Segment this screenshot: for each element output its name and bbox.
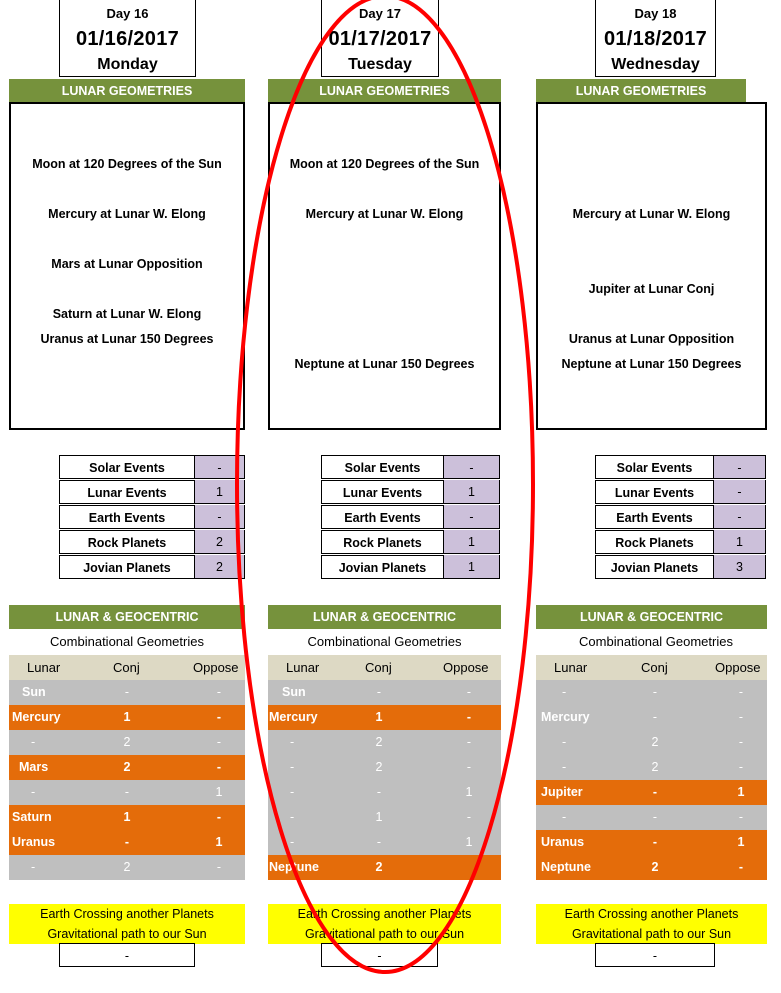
date-header-box — [321, 0, 439, 77]
table-row — [536, 680, 767, 705]
oppose-column-header: Oppose — [193, 660, 239, 675]
earth-crossing-banner — [268, 904, 501, 944]
conj-count: 2 — [375, 735, 383, 749]
crossing-value: - — [321, 943, 438, 967]
oppose-count: 1 — [737, 835, 745, 849]
conj-count: - — [376, 785, 382, 799]
conj-count: 2 — [651, 760, 659, 774]
conj-column-header: Conj — [641, 660, 668, 675]
event-name: Lunar Events — [321, 480, 443, 504]
table-row — [536, 855, 767, 880]
planet-name: - — [31, 860, 36, 874]
weekday-name: Monday — [97, 56, 158, 73]
event-row — [59, 480, 245, 505]
oppose-count: - — [466, 710, 472, 724]
oppose-count: - — [216, 760, 222, 774]
crossing-line-2: Gravitational path to our Sun — [304, 927, 465, 941]
planet-name: - — [562, 685, 567, 699]
oppose-count: - — [216, 685, 222, 699]
conj-count: - — [376, 835, 382, 849]
geometry-item — [538, 181, 765, 197]
event-name: Rock Planets — [595, 530, 713, 554]
event-count: 1 — [443, 530, 500, 554]
event-count: 2 — [194, 555, 245, 579]
weekday-name: Tuesday — [348, 56, 412, 73]
conj-count: 1 — [123, 710, 131, 724]
planet-name: - — [290, 735, 295, 749]
oppose-count: - — [738, 810, 744, 824]
oppose-count: - — [216, 735, 222, 749]
conj-column-header: Conj — [113, 660, 140, 675]
event-row — [59, 455, 245, 480]
planet-name: Mars — [19, 760, 49, 774]
planet-name: Mercury — [12, 710, 61, 724]
event-count: - — [443, 505, 500, 529]
table-header-row — [536, 655, 767, 680]
event-row — [321, 455, 500, 480]
conj-count: 2 — [651, 735, 659, 749]
conj-count: - — [652, 835, 658, 849]
geometry-item — [270, 231, 499, 247]
table-row — [268, 680, 501, 705]
lunar-geometries-header: LUNAR GEOMETRIES — [9, 79, 245, 103]
geometry-item — [270, 281, 499, 297]
planet-name: - — [562, 760, 567, 774]
event-row — [59, 505, 245, 530]
lunar-geocentric-header: LUNAR & GEOCENTRIC — [9, 605, 245, 629]
lunar-geometries-list — [9, 102, 245, 430]
geometry-item: Jupiter at Lunar Conj — [588, 282, 715, 296]
conj-count: 2 — [375, 760, 383, 774]
table-row — [268, 830, 501, 855]
planet-name: - — [31, 785, 36, 799]
geometry-item: Moon at 120 Degrees of the Sun — [289, 157, 480, 171]
table-row — [9, 755, 245, 780]
lunar-geometries-list — [536, 102, 767, 430]
planet-name: Sun — [22, 685, 46, 699]
event-count: - — [194, 455, 245, 479]
planet-name: Neptune — [269, 860, 319, 874]
day-number: Day 17 — [359, 6, 401, 21]
table-row — [9, 805, 245, 830]
geometry-item — [270, 331, 499, 347]
oppose-count: - — [216, 710, 222, 724]
planet-name: Saturn — [12, 810, 52, 824]
geometry-item — [11, 106, 243, 122]
geometry-item: Uranus at Lunar Opposition — [568, 332, 735, 346]
combinational-geometries-label: Combinational Geometries — [50, 634, 204, 649]
oppose-count: - — [216, 810, 222, 824]
oppose-count: - — [466, 685, 472, 699]
conj-count: 1 — [375, 810, 383, 824]
event-name: Earth Events — [59, 505, 194, 529]
planet-name: Jupiter — [541, 785, 583, 799]
event-name: Earth Events — [595, 505, 713, 529]
lunar-geometries-list — [268, 102, 501, 430]
event-count: - — [443, 455, 500, 479]
crossing-line-2: Gravitational path to our Sun — [47, 927, 207, 941]
event-name: Lunar Events — [595, 480, 713, 504]
event-name: Earth Events — [321, 505, 443, 529]
earth-crossing-banner — [9, 904, 245, 944]
planet-name: - — [290, 785, 295, 799]
table-row — [9, 705, 245, 730]
planet-name: Uranus — [12, 835, 56, 849]
geometry-item — [11, 231, 243, 247]
geometry-item: Mercury at Lunar W. Elong — [572, 207, 731, 221]
geometry-item: Neptune at Lunar 150 Degrees — [294, 357, 475, 371]
oppose-count: 1 — [465, 835, 473, 849]
planet-name: Mercury — [269, 710, 318, 724]
geometry-item: Mercury at Lunar W. Elong — [305, 207, 464, 221]
geometry-item — [538, 131, 765, 147]
geometry-item: Neptune at Lunar 150 Degrees — [561, 357, 742, 371]
conj-count: - — [124, 785, 130, 799]
crossing-line-1: Earth Crossing another Planets — [564, 907, 739, 921]
event-name: Rock Planets — [321, 530, 443, 554]
crossing-line-1: Earth Crossing another Planets — [40, 907, 214, 921]
event-count: 2 — [194, 530, 245, 554]
crossing-value: - — [595, 943, 715, 967]
event-count: - — [194, 505, 245, 529]
geometry-item: Moon at 120 Degrees of the Sun — [32, 157, 222, 171]
geometry-item — [538, 231, 765, 247]
table-row — [536, 730, 767, 755]
table-row — [268, 805, 501, 830]
planet-name: Sun — [282, 685, 306, 699]
date-value: 01/16/2017 — [75, 28, 180, 50]
planet-name: Neptune — [541, 860, 591, 874]
table-row — [268, 780, 501, 805]
table-row — [536, 780, 767, 805]
event-row — [321, 480, 500, 505]
event-row — [59, 555, 245, 580]
table-row — [9, 830, 245, 855]
table-row — [536, 755, 767, 780]
event-name: Solar Events — [59, 455, 194, 479]
conj-count: - — [652, 710, 658, 724]
oppose-count: - — [738, 735, 744, 749]
lunar-column-header: Lunar — [286, 660, 320, 675]
event-name: Jovian Planets — [595, 555, 713, 579]
table-row — [9, 730, 245, 755]
geometry-item — [270, 131, 499, 147]
event-name: Jovian Planets — [321, 555, 443, 579]
oppose-count: - — [738, 685, 744, 699]
conj-count: - — [124, 835, 130, 849]
lunar-column-header: Lunar — [27, 660, 61, 675]
oppose-column-header: Oppose — [715, 660, 761, 675]
event-name: Solar Events — [595, 455, 713, 479]
planet-name: - — [290, 835, 295, 849]
geometry-item — [538, 106, 765, 122]
geometry-item — [11, 131, 243, 147]
lunar-column-header: Lunar — [554, 660, 588, 675]
table-row — [9, 680, 245, 705]
date-header-box — [595, 0, 716, 77]
planet-name: Mercury — [541, 710, 590, 724]
oppose-count: - — [466, 735, 472, 749]
event-row — [595, 530, 766, 555]
geometry-item — [270, 181, 499, 197]
table-row — [268, 755, 501, 780]
earth-crossing-banner — [536, 904, 767, 944]
geometry-item: Saturn at Lunar W. Elong — [52, 307, 202, 321]
oppose-column-header: Oppose — [443, 660, 489, 675]
conj-count: 1 — [375, 710, 383, 724]
conj-column-header: Conj — [365, 660, 392, 675]
date-value: 01/17/2017 — [328, 28, 432, 50]
geometry-item: Uranus at Lunar 150 Degrees — [40, 332, 214, 346]
planet-name: - — [290, 760, 295, 774]
geometry-item — [11, 356, 243, 372]
event-count: 3 — [713, 555, 766, 579]
conj-count: - — [124, 685, 130, 699]
table-row — [9, 855, 245, 880]
lunar-geometries-header: LUNAR GEOMETRIES — [536, 79, 746, 103]
date-value: 01/18/2017 — [603, 28, 708, 50]
oppose-count: - — [216, 860, 222, 874]
conj-count: - — [652, 810, 658, 824]
lunar-geocentric-header: LUNAR & GEOCENTRIC — [268, 605, 501, 629]
event-count: 1 — [194, 480, 245, 504]
event-count: - — [713, 455, 766, 479]
combinational-geometries-label: Combinational Geometries — [307, 634, 462, 649]
weekday-name: Wednesday — [611, 56, 700, 73]
oppose-count: - — [738, 760, 744, 774]
table-row — [9, 780, 245, 805]
event-count: 1 — [713, 530, 766, 554]
geometry-item: Mars at Lunar Opposition — [51, 257, 203, 271]
geometry-item — [270, 106, 499, 122]
geometry-item — [270, 306, 499, 322]
event-count: 1 — [443, 480, 500, 504]
crossing-line-1: Earth Crossing another Planets — [297, 907, 472, 921]
event-name: Jovian Planets — [59, 555, 194, 579]
table-row — [536, 705, 767, 730]
oppose-count: - — [738, 860, 744, 874]
oppose-count: - — [466, 810, 472, 824]
event-count: - — [713, 505, 766, 529]
oppose-count: - — [466, 760, 472, 774]
planet-name: - — [562, 735, 567, 749]
crossing-value: - — [59, 943, 195, 967]
oppose-count: 1 — [215, 785, 223, 799]
conj-count: 2 — [123, 735, 131, 749]
oppose-count: - — [738, 710, 744, 724]
planet-name: - — [31, 735, 36, 749]
conj-count: 2 — [651, 860, 659, 874]
lunar-geocentric-header: LUNAR & GEOCENTRIC — [536, 605, 767, 629]
conj-count: 2 — [375, 860, 383, 874]
planet-name: Uranus — [541, 835, 585, 849]
day-number: Day 16 — [106, 6, 149, 21]
geometry-item — [270, 256, 499, 272]
event-count: - — [713, 480, 766, 504]
event-row — [595, 555, 766, 580]
planet-name: - — [290, 810, 295, 824]
geometry-item — [11, 281, 243, 297]
table-row — [536, 805, 767, 830]
geometry-item — [538, 156, 765, 172]
table-row — [268, 705, 501, 730]
oppose-count: 1 — [737, 785, 745, 799]
geometry-item — [538, 256, 765, 272]
table-row — [268, 855, 501, 880]
crossing-line-2: Gravitational path to our Sun — [571, 927, 732, 941]
event-name: Rock Planets — [59, 530, 194, 554]
event-name: Lunar Events — [59, 480, 194, 504]
table-row — [536, 830, 767, 855]
conj-count: 2 — [123, 860, 131, 874]
conj-count: 2 — [123, 760, 131, 774]
table-row — [268, 730, 501, 755]
lunar-geometries-header: LUNAR GEOMETRIES — [268, 79, 501, 103]
event-name: Solar Events — [321, 455, 443, 479]
oppose-count: 1 — [465, 785, 473, 799]
event-row — [595, 505, 766, 530]
event-row — [595, 480, 766, 505]
oppose-count: 1 — [215, 835, 223, 849]
event-row — [321, 530, 500, 555]
event-row — [59, 530, 245, 555]
conj-count: - — [652, 685, 658, 699]
conj-count: - — [652, 785, 658, 799]
event-row — [595, 455, 766, 480]
event-row — [321, 555, 500, 580]
table-header-row — [268, 655, 501, 680]
event-row — [321, 505, 500, 530]
geometry-item — [538, 306, 765, 322]
date-header-box — [59, 0, 196, 77]
combinational-geometries-label: Combinational Geometries — [579, 634, 733, 649]
geometry-item: Mercury at Lunar W. Elong — [48, 207, 206, 221]
conj-count: 1 — [123, 810, 131, 824]
table-header-row — [9, 655, 245, 680]
planet-name: - — [562, 810, 567, 824]
conj-count: - — [376, 685, 382, 699]
event-count: 1 — [443, 555, 500, 579]
geometry-item — [11, 181, 243, 197]
day-number: Day 18 — [634, 6, 677, 21]
